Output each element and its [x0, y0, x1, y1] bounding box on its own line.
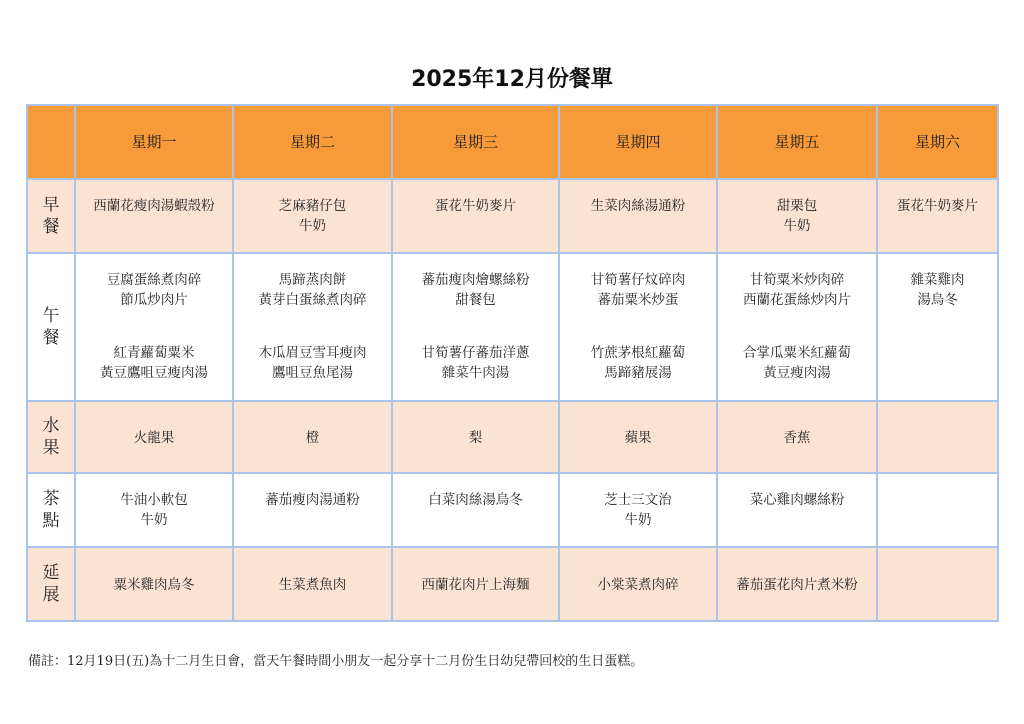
menu-cell: 生菜煮魚肉: [233, 547, 392, 621]
row-label-fruit: 水 果: [27, 401, 75, 473]
menu-cell: 粟米雞肉烏冬: [75, 547, 233, 621]
menu-cell: 蕃茄瘦肉湯通粉: [233, 473, 392, 547]
header-row: [27, 105, 998, 179]
row-label-snack: 茶 點: [27, 473, 75, 547]
menu-cell: 蘋果: [559, 401, 717, 473]
menu-cell: 蛋花牛奶麥片: [877, 179, 998, 253]
menu-cell: 白菜肉絲湯烏冬: [392, 473, 559, 547]
menu-cell: 芝麻豬仔包 牛奶: [233, 179, 392, 253]
menu-cell: 甘筍粟米炒肉碎 西蘭花蛋絲炒肉片 合掌瓜粟米紅蘿蔔 黃豆瘦肉湯: [717, 253, 877, 401]
fruit-row: [27, 401, 998, 473]
menu-cell: 橙: [233, 401, 392, 473]
menu-cell: 蕃茄瘦肉燴螺絲粉 甜餐包 甘筍薯仔蕃茄洋蔥 雜菜牛肉湯: [392, 253, 559, 401]
page-title: 2025年12月份餐單: [411, 67, 613, 92]
menu-cell: 生菜肉絲湯通粉: [559, 179, 717, 253]
day-header: 星期五: [717, 105, 877, 179]
row-label-lunch: 午 餐: [27, 253, 75, 401]
menu-cell: 小棠菜煮肉碎: [559, 547, 717, 621]
menu-cell: 火龍果: [75, 401, 233, 473]
menu-cell: 甘筍薯仔炆碎肉 蕃茄粟米炒蛋 竹蔗茅根紅蘿蔔 馬蹄豬展湯: [559, 253, 717, 401]
menu-cell: 菜心雞肉螺絲粉: [717, 473, 877, 547]
row-label-extended: 延 展: [27, 547, 75, 621]
footnote: 備註：12月19日(五)為十二月生日會，當天午餐時間小朋友一起分享十二月份生日幼兒帶回校的生日蛋糕。: [28, 654, 644, 669]
day-header: 星期四: [559, 105, 717, 179]
menu-cell: 馬蹄蒸肉餅 黃芽白蛋絲煮肉碎 木瓜眉豆雪耳瘦肉 鷹咀豆魚尾湯: [233, 253, 392, 401]
header-corner: [27, 105, 75, 179]
day-header: 星期三: [392, 105, 559, 179]
menu-cell: 甜栗包 牛奶: [717, 179, 877, 253]
snack-row: [27, 473, 998, 547]
menu-cell: 蕃茄蛋花肉片煮米粉: [717, 547, 877, 621]
menu-cell: 蛋花牛奶麥片: [392, 179, 559, 253]
menu-cell: [877, 547, 998, 621]
menu-cell: [877, 473, 998, 547]
menu-cell: 豆腐蛋絲煮肉碎 節瓜炒肉片 紅青蘿蔔粟米 黃豆鷹咀豆瘦肉湯: [75, 253, 233, 401]
menu-cell: [877, 401, 998, 473]
menu-cell: 西蘭花肉片上海麵: [392, 547, 559, 621]
lunch-row: [27, 253, 998, 401]
day-header: 星期六: [877, 105, 998, 179]
menu-cell: 西蘭花瘦肉湯蝦殼粉: [75, 179, 233, 253]
menu-cell: 梨: [392, 401, 559, 473]
menu-cell: 芝士三文治 牛奶: [559, 473, 717, 547]
menu-cell: 香蕉: [717, 401, 877, 473]
extended-row: [27, 547, 998, 621]
day-header: 星期二: [233, 105, 392, 179]
menu-cell: 牛油小軟包 牛奶: [75, 473, 233, 547]
menu-table: [26, 104, 999, 622]
breakfast-row: [27, 179, 998, 253]
day-header: 星期一: [75, 105, 233, 179]
row-label-breakfast: 早 餐: [27, 179, 75, 253]
menu-cell: 雜菜雞肉 湯烏冬: [877, 253, 998, 401]
